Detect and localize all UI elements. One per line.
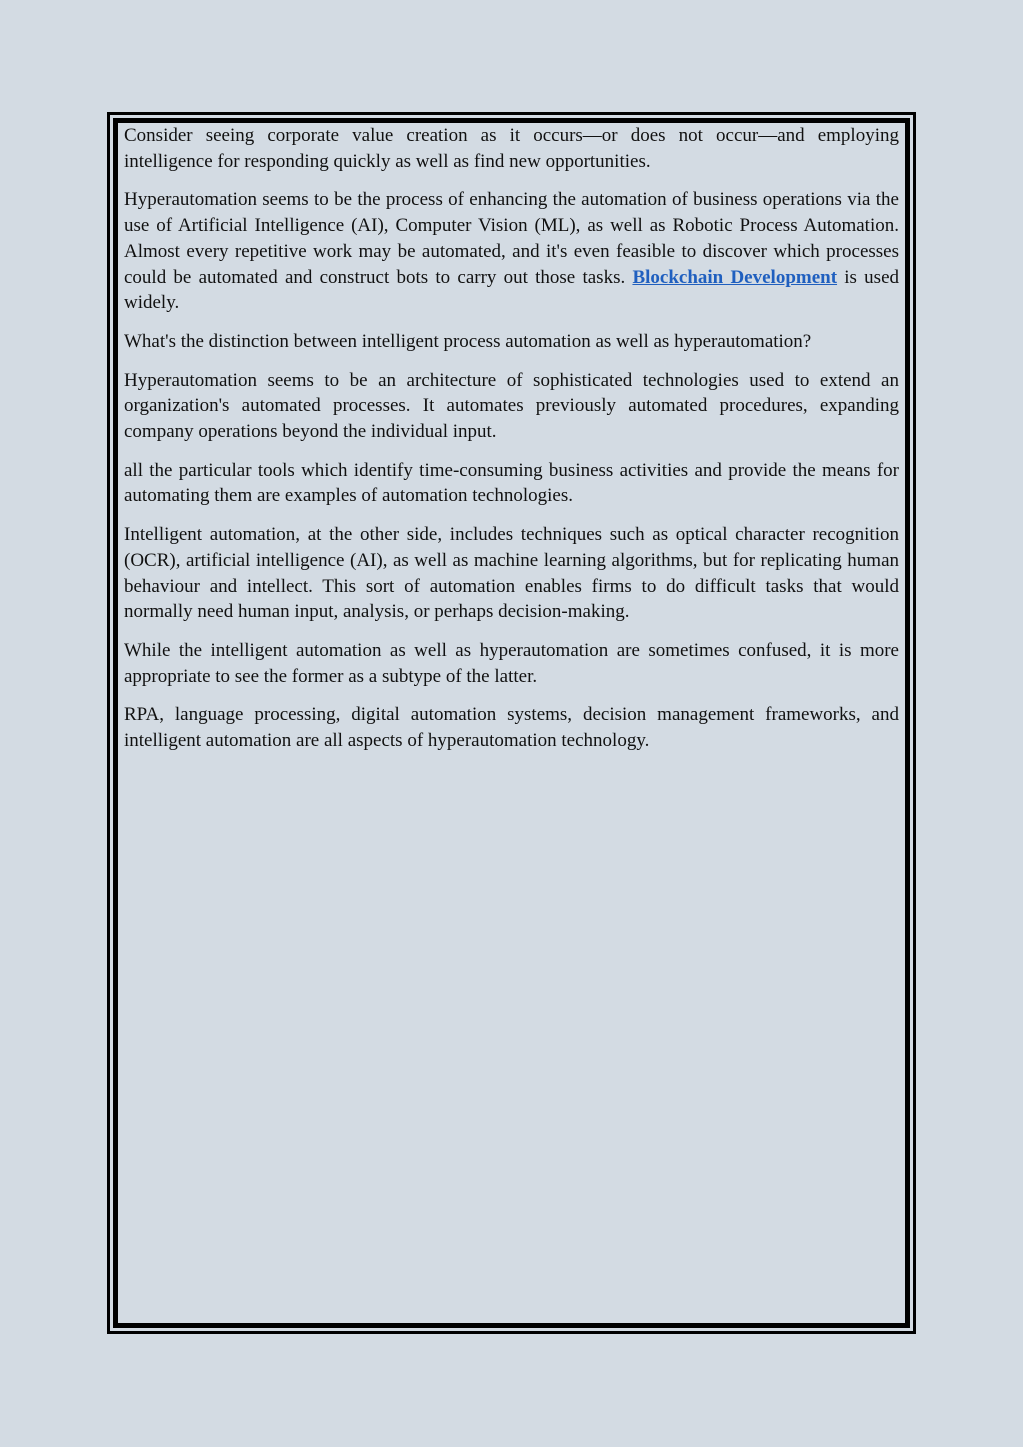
paragraph-3-question: What's the distinction between intelligent process automation as well as hyperautomation?: [124, 330, 812, 352]
blockchain-development-link[interactable]: Blockchain Development: [632, 266, 838, 288]
paragraph-8: RPA, language processing, digital automation systems, decision management frameworks, and intelligent automation are all aspects of hyperautomation technology.: [124, 704, 899, 752]
paragraph-7: While the intelligent automation as well as hyperautomation are sometimes confused, it is more appropriate to see the former as a subtype of the latter.: [124, 639, 899, 687]
paragraph-2: [124, 187, 899, 316]
paragraph-2-text-after: is used widely.: [124, 266, 899, 314]
paragraph-6: Intelligent automation, at the other side, includes techniques such as optical character recognition (OCR), artificial intelligence (AI), as well as machine learning algorithms, but for replicating human behaviour and intellect. This sort of automation enables firms to do difficult tasks that would normally need human input, analysis, or perhaps decision-making.: [124, 524, 899, 623]
paragraph-4: Hyperautomation seems to be an architecture of sophisticated technologies used to extend an organization's automated processes. It automates previously automated procedures, expanding company operations beyond the individual input.: [124, 369, 899, 443]
paragraph-2-text-before: Hyperautomation seems to be the process of enhancing the automation of business operations via the use of Artificial Intelligence (AI), Computer Vision (ML), as well as Robotic Process Automation. Almost every repetitive work may be automated, and it's even feasible to discover which processes could be automated and construct bots to carry out those tasks.: [124, 189, 899, 288]
document-body: [124, 123, 899, 767]
paragraph-5: all the particular tools which identify time-consuming business activities and provide the means for automating them are examples of automation technologies.: [124, 459, 899, 507]
paragraph-1: Consider seeing corporate value creation as it occurs—or does not occur—and employing intelligence for responding quickly as well as find new opportunities.: [124, 125, 899, 172]
